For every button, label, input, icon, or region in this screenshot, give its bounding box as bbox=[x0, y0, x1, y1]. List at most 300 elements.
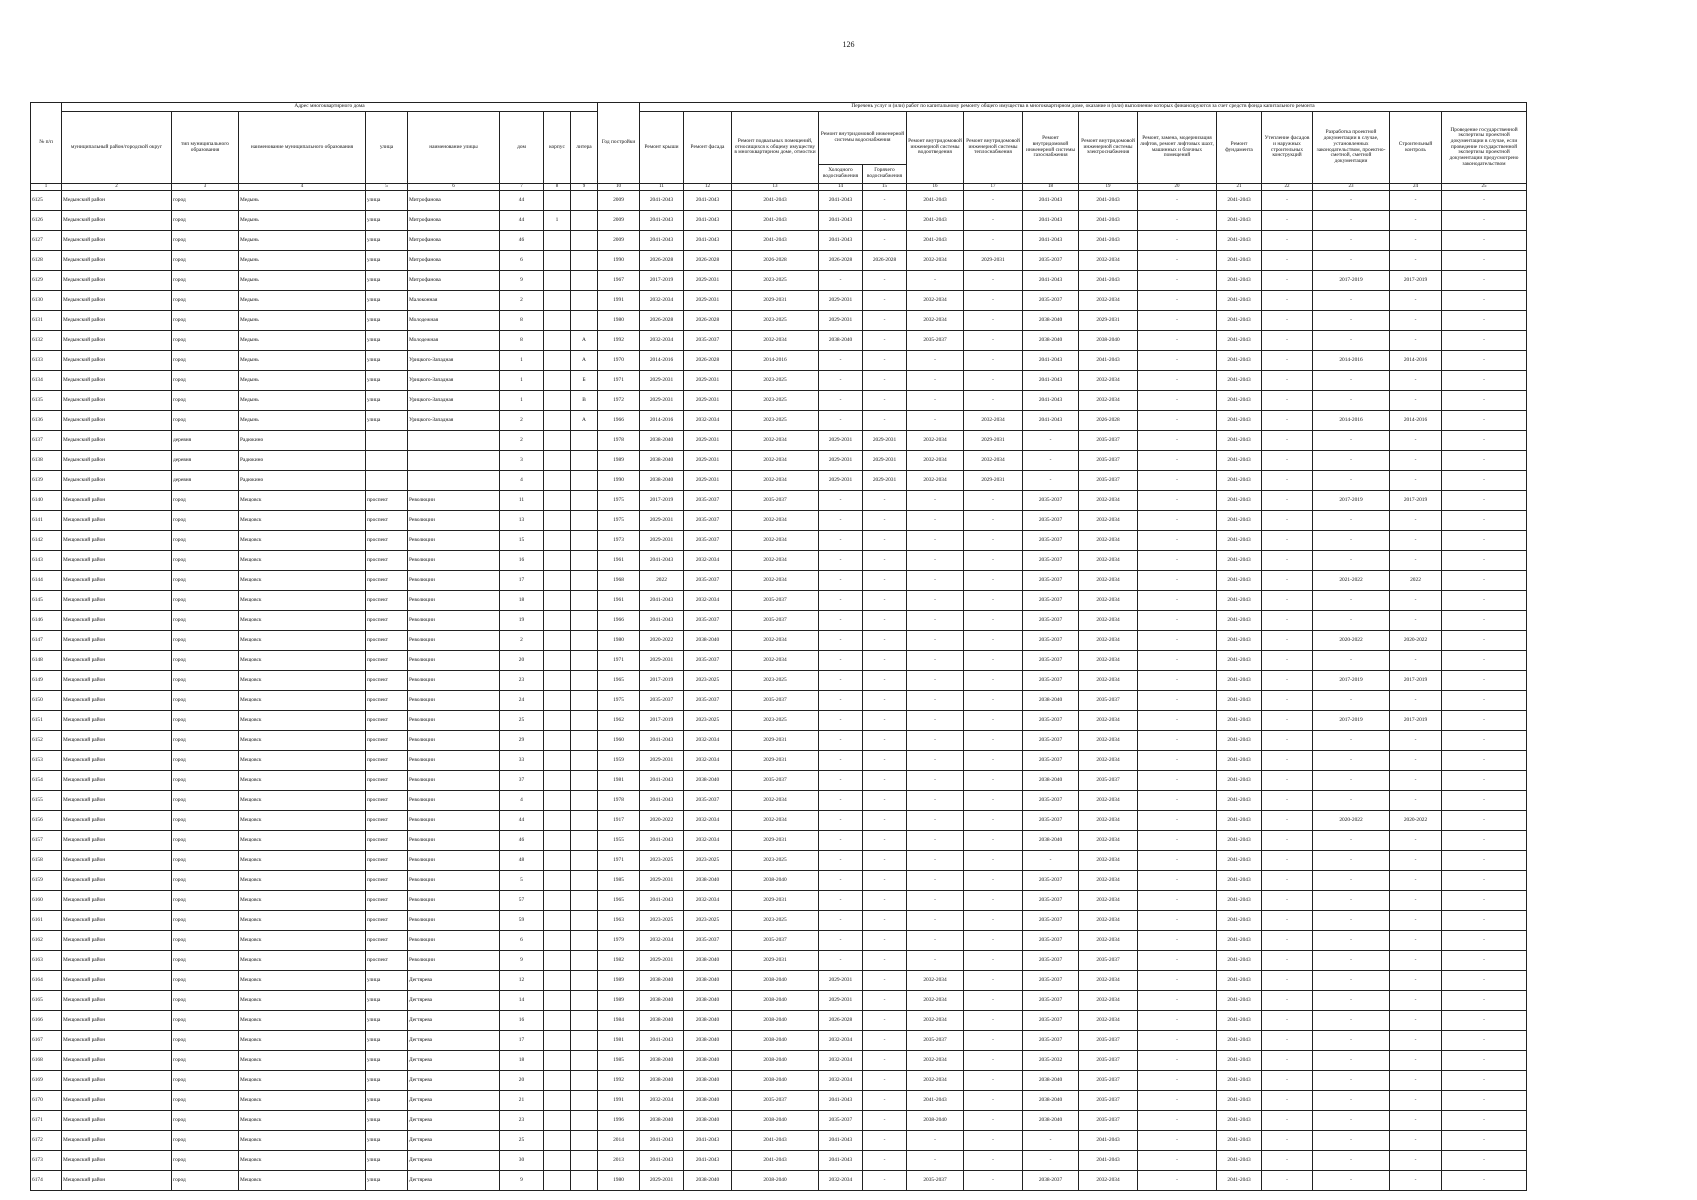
table-row bbox=[31, 671, 1527, 691]
table-cell: 2035-2037 bbox=[684, 571, 732, 591]
table-cell: 2032-2034 bbox=[1079, 731, 1138, 751]
table-cell: - bbox=[1442, 731, 1527, 751]
table-cell: Дегтярева bbox=[408, 1011, 500, 1031]
table-cell: улица bbox=[366, 251, 408, 271]
table-cell: 2023-2025 bbox=[732, 711, 819, 731]
table-cell: 25 bbox=[500, 1131, 544, 1151]
table-cell: - bbox=[863, 1131, 907, 1151]
table-cell: 2035-2037 bbox=[732, 691, 819, 711]
table-cell: 2029-2031 bbox=[819, 291, 863, 311]
header-num: № п/п bbox=[31, 103, 62, 184]
table-cell bbox=[544, 431, 571, 451]
table-cell: Мещовск bbox=[239, 931, 366, 951]
table-cell: 2029-2031 bbox=[684, 271, 732, 291]
table-cell: 2032-2034 bbox=[1079, 531, 1138, 551]
table-cell bbox=[571, 191, 598, 211]
table-cell bbox=[544, 191, 571, 211]
table-cell: 1 bbox=[500, 371, 544, 391]
table-cell: Мещовский район bbox=[62, 951, 172, 971]
table-cell: Революции bbox=[408, 771, 500, 791]
table-cell: 2020-2022 bbox=[1390, 811, 1442, 831]
table-cell: 2023-2025 bbox=[732, 851, 819, 871]
table-cell: 2035-2037 bbox=[732, 771, 819, 791]
table-cell: 2035-2037 bbox=[1023, 671, 1079, 691]
table-cell: 2032-2034 bbox=[1079, 871, 1138, 891]
table-cell: - bbox=[1313, 611, 1390, 631]
table-cell: - bbox=[964, 891, 1023, 911]
table-cell: 2017-2019 bbox=[640, 491, 684, 511]
column-number: 11 bbox=[640, 184, 684, 191]
table-cell: 2041-2043 bbox=[1023, 271, 1079, 291]
table-cell: 2038-2040 bbox=[640, 1071, 684, 1091]
table-cell: 11 bbox=[500, 491, 544, 511]
table-cell: 2029-2031 bbox=[819, 451, 863, 471]
table-cell: 2038-2040 bbox=[640, 1011, 684, 1031]
table-cell: 2 bbox=[500, 431, 544, 451]
table-cell: 2041-2043 bbox=[1217, 651, 1262, 671]
table-cell: - bbox=[1390, 751, 1442, 771]
table-cell: проспект bbox=[366, 731, 408, 751]
table-cell: 2013 bbox=[598, 1151, 640, 1171]
table-cell bbox=[571, 911, 598, 931]
table-cell bbox=[571, 1131, 598, 1151]
table-cell: 2029-2031 bbox=[732, 831, 819, 851]
table-cell: - bbox=[1262, 551, 1313, 571]
table-cell: 2041-2043 bbox=[1217, 1151, 1262, 1171]
table-cell: Мещовск bbox=[239, 651, 366, 671]
table-cell: 1961 bbox=[598, 591, 640, 611]
table-cell bbox=[544, 951, 571, 971]
table-cell: - bbox=[907, 951, 964, 971]
table-cell: 2014-2016 bbox=[1390, 351, 1442, 371]
table-row bbox=[31, 1051, 1527, 1071]
table-cell: - bbox=[1313, 991, 1390, 1011]
table-cell: Медынский район bbox=[62, 251, 172, 271]
table-cell: - bbox=[1390, 1151, 1442, 1171]
table-cell: 2014-2016 bbox=[1390, 411, 1442, 431]
table-cell: - bbox=[1313, 1011, 1390, 1031]
table-cell: - bbox=[863, 1151, 907, 1171]
table-cell: 2041-2043 bbox=[1217, 871, 1262, 891]
table-row bbox=[31, 571, 1527, 591]
table-cell bbox=[544, 791, 571, 811]
table-cell: - bbox=[964, 491, 1023, 511]
table-cell: 1962 bbox=[598, 711, 640, 731]
table-cell: 2017-2019 bbox=[1313, 491, 1390, 511]
table-cell: 9 bbox=[500, 271, 544, 291]
table-cell: 2041-2043 bbox=[1217, 411, 1262, 431]
table-cell: город bbox=[172, 951, 239, 971]
table-cell: - bbox=[1442, 571, 1527, 591]
table-cell: Мещовск bbox=[239, 751, 366, 771]
table-cell: - bbox=[1262, 511, 1313, 531]
table-cell bbox=[544, 671, 571, 691]
table-cell: 2032-2034 bbox=[1079, 511, 1138, 531]
table-cell: улица bbox=[366, 311, 408, 331]
table-cell: Радюкино bbox=[239, 451, 366, 471]
table-cell bbox=[571, 731, 598, 751]
table-cell: - bbox=[964, 771, 1023, 791]
table-cell: - bbox=[1138, 711, 1217, 731]
table-cell bbox=[571, 591, 598, 611]
table-cell: 2038-2040 bbox=[640, 971, 684, 991]
table-cell: Мещовский район bbox=[62, 1051, 172, 1071]
table-cell: Мещовский район bbox=[62, 531, 172, 551]
table-cell: улица bbox=[366, 1031, 408, 1051]
table-cell: 6150 bbox=[31, 691, 62, 711]
table-cell: 2017-2019 bbox=[1313, 271, 1390, 291]
table-cell: - bbox=[819, 671, 863, 691]
table-cell: 2014 bbox=[598, 1131, 640, 1151]
table-row bbox=[31, 591, 1527, 611]
table-cell bbox=[544, 1011, 571, 1031]
table-cell: - bbox=[1390, 311, 1442, 331]
table-cell: - bbox=[819, 651, 863, 671]
column-number: 24 bbox=[1390, 184, 1442, 191]
table-cell: 2041-2043 bbox=[1217, 951, 1262, 971]
table-cell: 1965 bbox=[598, 891, 640, 911]
table-cell: - bbox=[1313, 1111, 1390, 1131]
table-cell: - bbox=[1313, 451, 1390, 471]
table-cell: Мещовский район bbox=[62, 611, 172, 631]
table-cell: - bbox=[819, 411, 863, 431]
table-row bbox=[31, 991, 1527, 1011]
table-cell: Мещовск bbox=[239, 1051, 366, 1071]
table-cell: Медынь bbox=[239, 351, 366, 371]
column-number: 14 bbox=[819, 184, 863, 191]
table-cell: 19 bbox=[500, 611, 544, 631]
table-cell: Митрофанова bbox=[408, 271, 500, 291]
table-cell: 2032-2034 bbox=[964, 451, 1023, 471]
table-cell: город bbox=[172, 351, 239, 371]
table-cell bbox=[571, 751, 598, 771]
table-cell: - bbox=[1262, 591, 1313, 611]
table-cell: 46 bbox=[500, 231, 544, 251]
table-cell: 6174 bbox=[31, 1171, 62, 1191]
table-cell: - bbox=[1313, 1131, 1390, 1151]
table-cell: 2023-2025 bbox=[732, 671, 819, 691]
table-cell: 2032-2034 bbox=[732, 471, 819, 491]
table-cell: 2038-2040 bbox=[732, 1071, 819, 1091]
table-cell: Мещовск bbox=[239, 1071, 366, 1091]
table-cell: 2029-2031 bbox=[684, 371, 732, 391]
table-row bbox=[31, 1071, 1527, 1091]
table-cell: - bbox=[1262, 651, 1313, 671]
table-cell: - bbox=[863, 991, 907, 1011]
table-cell: - bbox=[819, 691, 863, 711]
table-row bbox=[31, 351, 1527, 371]
table-cell: Урицкого-Западная bbox=[408, 351, 500, 371]
table-cell: 6163 bbox=[31, 951, 62, 971]
table-cell: - bbox=[863, 351, 907, 371]
table-cell: город bbox=[172, 671, 239, 691]
table-cell: 1991 bbox=[598, 1091, 640, 1111]
table-cell: 2032-2034 bbox=[1079, 931, 1138, 951]
table-cell: 6164 bbox=[31, 971, 62, 991]
table-cell: 2029-2031 bbox=[640, 651, 684, 671]
table-cell: - bbox=[1442, 411, 1527, 431]
table-cell: Дегтярева bbox=[408, 1131, 500, 1151]
table-cell: 2041-2043 bbox=[907, 211, 964, 231]
table-cell: 2026-2028 bbox=[732, 251, 819, 271]
table-cell: 2029-2031 bbox=[732, 951, 819, 971]
table-cell: 2038-2040 bbox=[684, 1071, 732, 1091]
table-cell: 2009 bbox=[598, 211, 640, 231]
table-cell: 2020-2022 bbox=[1313, 631, 1390, 651]
column-number: 12 bbox=[684, 184, 732, 191]
table-cell: 2041-2043 bbox=[1217, 1171, 1262, 1191]
table-cell: 2023-2025 bbox=[684, 851, 732, 871]
table-cell: 2029-2031 bbox=[732, 891, 819, 911]
table-cell bbox=[544, 1091, 571, 1111]
table-cell: Митрофанова bbox=[408, 211, 500, 231]
table-cell: 2041-2043 bbox=[819, 1131, 863, 1151]
table-cell: 2041-2043 bbox=[1079, 231, 1138, 251]
table-cell: 21 bbox=[500, 1091, 544, 1111]
table-cell: - bbox=[1262, 751, 1313, 771]
table-cell: - bbox=[1262, 231, 1313, 251]
table-cell: Дегтярева bbox=[408, 1031, 500, 1051]
table-cell: 2029-2031 bbox=[819, 431, 863, 451]
table-cell: - bbox=[964, 1051, 1023, 1071]
table-cell: - bbox=[863, 831, 907, 851]
table-row bbox=[31, 291, 1527, 311]
table-cell bbox=[408, 471, 500, 491]
table-cell: - bbox=[1390, 191, 1442, 211]
table-cell: 2035-2037 bbox=[640, 691, 684, 711]
table-cell: Мещовский район bbox=[62, 831, 172, 851]
table-cell: 2035-2037 bbox=[1079, 471, 1138, 491]
table-cell: Мещовский район bbox=[62, 711, 172, 731]
table-cell: - bbox=[1313, 231, 1390, 251]
table-cell: 2032-2034 bbox=[732, 791, 819, 811]
table-cell: улица bbox=[366, 1151, 408, 1171]
table-cell: 29 bbox=[500, 731, 544, 751]
table-row bbox=[31, 711, 1527, 731]
table-cell: город bbox=[172, 891, 239, 911]
table-cell: - bbox=[1138, 291, 1217, 311]
table-cell: 2038-2040 bbox=[732, 1171, 819, 1191]
table-cell: Медынь bbox=[239, 331, 366, 351]
table-cell: 2 bbox=[500, 411, 544, 431]
table-cell: 57 bbox=[500, 891, 544, 911]
table-cell: Мещовский район bbox=[62, 751, 172, 771]
table-cell: Мещовск bbox=[239, 511, 366, 531]
table-cell: город bbox=[172, 811, 239, 831]
table-cell: 2041-2043 bbox=[1217, 731, 1262, 751]
table-cell: - bbox=[863, 531, 907, 551]
table-cell: - bbox=[907, 271, 964, 291]
table-row bbox=[31, 311, 1527, 331]
table-cell: - bbox=[1138, 311, 1217, 331]
table-cell: 2035-2037 bbox=[1023, 931, 1079, 951]
table-cell: - bbox=[1138, 211, 1217, 231]
table-cell: город bbox=[172, 391, 239, 411]
table-cell: 2032-2034 bbox=[819, 1031, 863, 1051]
table-cell: - bbox=[1313, 1171, 1390, 1191]
table-cell: - bbox=[1442, 311, 1527, 331]
table-cell: - bbox=[1313, 391, 1390, 411]
table-cell: 2026-2028 bbox=[640, 311, 684, 331]
table-cell: 1961 bbox=[598, 551, 640, 571]
header-letter: литера bbox=[571, 112, 598, 184]
table-cell: Мещовский район bbox=[62, 811, 172, 831]
table-cell bbox=[544, 651, 571, 671]
table-cell: 8 bbox=[500, 311, 544, 331]
table-cell: 2032-2034 bbox=[1079, 891, 1138, 911]
table-cell: - bbox=[1138, 571, 1217, 591]
table-cell: 2009 bbox=[598, 231, 640, 251]
table-cell: Мещовск bbox=[239, 871, 366, 891]
table-cell: - bbox=[1262, 451, 1313, 471]
table-cell: - bbox=[907, 651, 964, 671]
table-cell: 2032-2034 bbox=[732, 511, 819, 531]
table-cell: - bbox=[1262, 791, 1313, 811]
table-cell: - bbox=[863, 1111, 907, 1131]
table-cell: 2032-2034 bbox=[1079, 491, 1138, 511]
table-cell: 2017-2019 bbox=[640, 711, 684, 731]
table-row bbox=[31, 831, 1527, 851]
table-cell: город bbox=[172, 831, 239, 851]
table-cell: 2038-2040 bbox=[1023, 831, 1079, 851]
table-cell: проспект bbox=[366, 771, 408, 791]
table-cell bbox=[544, 751, 571, 771]
table-cell: - bbox=[1442, 871, 1527, 891]
header-design: Разработка проектной документации в случае, установленных законодательством, проектно-сметной, сметной документации bbox=[1313, 112, 1390, 184]
table-cell bbox=[571, 551, 598, 571]
table-cell: 2029-2031 bbox=[684, 451, 732, 471]
table-cell: - bbox=[964, 691, 1023, 711]
table-cell: 2035-2037 bbox=[732, 591, 819, 611]
table-cell: 2032-2034 bbox=[732, 431, 819, 451]
table-cell: - bbox=[1390, 1071, 1442, 1091]
table-cell: - bbox=[1442, 231, 1527, 251]
table-cell: Медынь bbox=[239, 291, 366, 311]
table-cell: 2041-2043 bbox=[684, 231, 732, 251]
table-cell: - bbox=[1390, 251, 1442, 271]
table-cell: 2029-2031 bbox=[964, 431, 1023, 451]
table-cell: - bbox=[1390, 831, 1442, 851]
table-cell: - bbox=[1442, 511, 1527, 531]
table-cell: Б bbox=[571, 371, 598, 391]
table-cell: - bbox=[1390, 1051, 1442, 1071]
table-cell bbox=[571, 291, 598, 311]
table-cell: 2041-2043 bbox=[1217, 891, 1262, 911]
table-cell: Мещовский район bbox=[62, 731, 172, 751]
table-cell: 1971 bbox=[598, 371, 640, 391]
table-cell: город bbox=[172, 911, 239, 931]
table-cell: 6160 bbox=[31, 891, 62, 911]
table-cell bbox=[571, 611, 598, 631]
table-cell: улица bbox=[366, 1071, 408, 1091]
table-cell: - bbox=[1262, 1031, 1313, 1051]
table-cell: 17 bbox=[500, 1031, 544, 1051]
table-cell bbox=[544, 551, 571, 571]
table-cell: - bbox=[1442, 251, 1527, 271]
table-cell: Мещовский район bbox=[62, 631, 172, 651]
table-cell: Дегтярева bbox=[408, 1091, 500, 1111]
table-cell: 6126 bbox=[31, 211, 62, 231]
table-cell: Мещовский район bbox=[62, 1071, 172, 1091]
table-cell: - bbox=[1442, 711, 1527, 731]
table-cell: Мещовский район bbox=[62, 891, 172, 911]
table-cell bbox=[571, 651, 598, 671]
table-cell: 2032-2034 bbox=[732, 551, 819, 571]
table-cell: - bbox=[863, 851, 907, 871]
table-cell: 2041-2043 bbox=[684, 1131, 732, 1151]
table-cell: Мещовский район bbox=[62, 931, 172, 951]
table-cell: город bbox=[172, 1171, 239, 1191]
table-cell: проспект bbox=[366, 791, 408, 811]
table-row bbox=[31, 511, 1527, 531]
table-cell: 2035-2037 bbox=[684, 691, 732, 711]
table-cell: 1971 bbox=[598, 851, 640, 871]
table-cell: - bbox=[1138, 1171, 1217, 1191]
table-cell: 46 bbox=[500, 831, 544, 851]
table-cell: - bbox=[863, 691, 907, 711]
header-district: муниципальный район/городской округ bbox=[62, 112, 172, 184]
table-cell: 2041-2043 bbox=[1217, 551, 1262, 571]
table-cell: 2026-2028 bbox=[863, 251, 907, 271]
table-cell: 2032-2034 bbox=[1079, 1011, 1138, 1031]
table-cell: 2041-2043 bbox=[1217, 331, 1262, 351]
table-cell: 2041-2043 bbox=[1217, 511, 1262, 531]
table-cell: - bbox=[964, 711, 1023, 731]
table-cell: - bbox=[907, 711, 964, 731]
table-cell: 2038-2040 bbox=[684, 871, 732, 891]
column-number: 17 bbox=[964, 184, 1023, 191]
table-cell: - bbox=[863, 271, 907, 291]
header-basement: Ремонт подвальных помещений, относящихся к общему имуществу в многоквартирном доме, отмостки bbox=[732, 112, 819, 184]
table-cell: улица bbox=[366, 291, 408, 311]
table-cell: Мещовский район bbox=[62, 991, 172, 1011]
table-row bbox=[31, 231, 1527, 251]
table-cell: 1978 bbox=[598, 431, 640, 451]
table-cell: Медынский район bbox=[62, 451, 172, 471]
table-cell: 6 bbox=[500, 251, 544, 271]
header-works-group: Перечень услуг и (или) работ по капитальному ремонту общего имущества в многоквартирном доме, оказание и (или) выполнение которых финансируются за счет средств фонда капитального ремонта bbox=[640, 103, 1527, 112]
table-cell: город bbox=[172, 851, 239, 871]
table-cell: - bbox=[1313, 691, 1390, 711]
table-cell: - bbox=[1262, 851, 1313, 871]
header-heat: Ремонт внутридомовой инженерной системы теплоснабжения bbox=[964, 112, 1023, 184]
table-cell: 2041-2043 bbox=[907, 231, 964, 251]
table-cell: 2023-2025 bbox=[640, 911, 684, 931]
table-cell: Медынский район bbox=[62, 411, 172, 431]
table-cell: Малоконная bbox=[408, 291, 500, 311]
table-row bbox=[31, 811, 1527, 831]
table-cell: 2038-2040 bbox=[1023, 691, 1079, 711]
table-cell bbox=[544, 251, 571, 271]
table-row bbox=[31, 851, 1527, 871]
table-cell: - bbox=[1390, 231, 1442, 251]
table-cell bbox=[571, 891, 598, 911]
table-cell: Мещовск bbox=[239, 951, 366, 971]
table-cell: - bbox=[1442, 291, 1527, 311]
table-cell: - bbox=[1262, 311, 1313, 331]
table-cell: Митрофанова bbox=[408, 231, 500, 251]
table-cell: - bbox=[1262, 831, 1313, 851]
table-row bbox=[31, 951, 1527, 971]
table-cell: - bbox=[1442, 371, 1527, 391]
table-cell: 2041-2043 bbox=[819, 1091, 863, 1111]
table-cell: - bbox=[964, 391, 1023, 411]
table-cell: - bbox=[964, 791, 1023, 811]
table-cell: - bbox=[1442, 491, 1527, 511]
table-cell: 2020-2022 bbox=[640, 811, 684, 831]
column-number: 25 bbox=[1442, 184, 1527, 191]
table-cell: 2032-2034 bbox=[684, 591, 732, 611]
